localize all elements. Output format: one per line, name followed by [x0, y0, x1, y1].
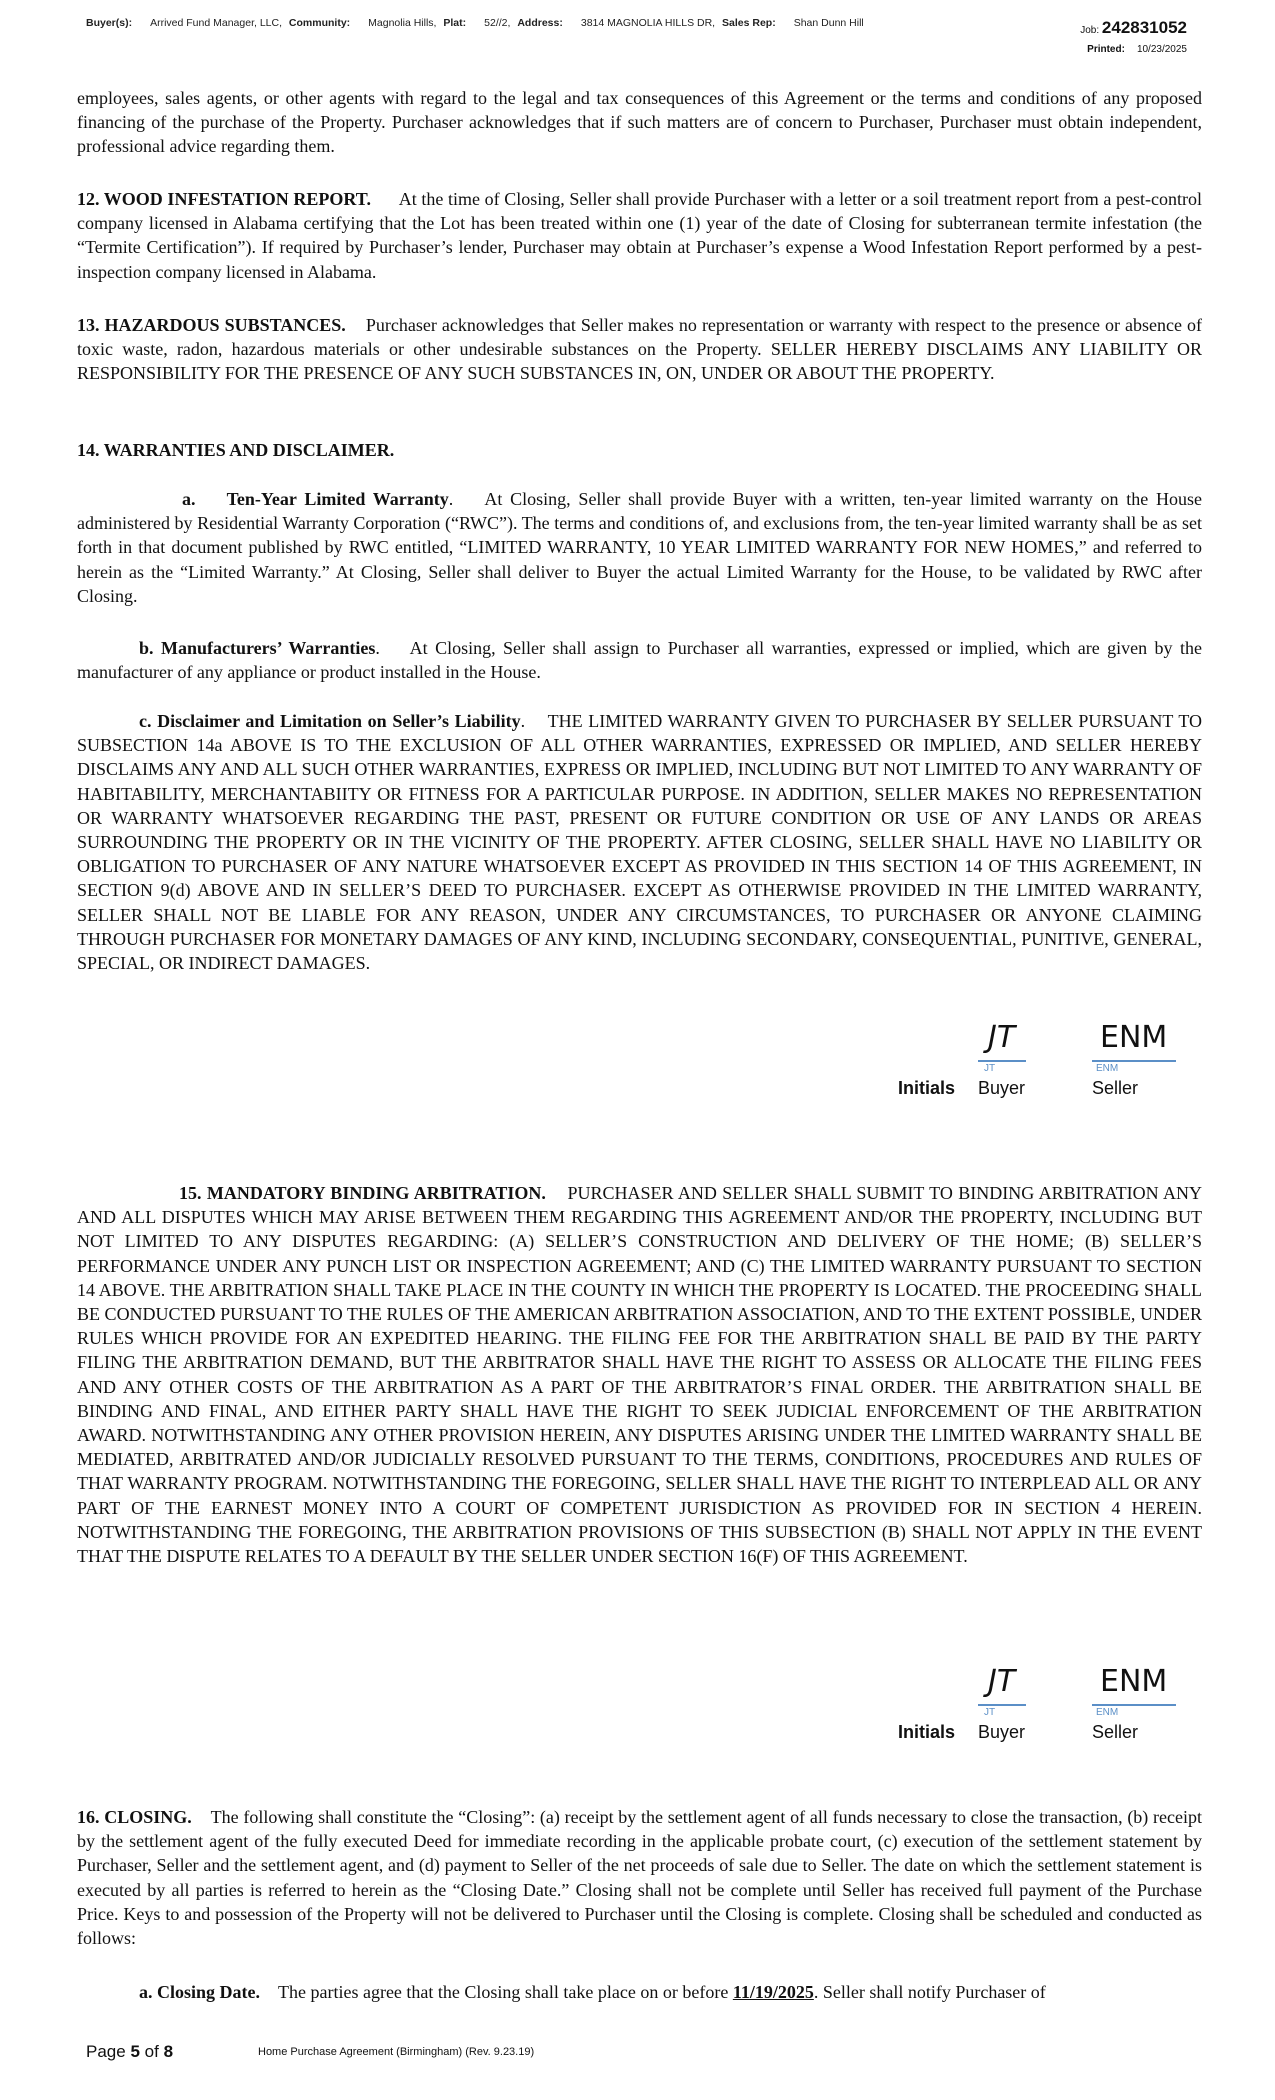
seller-label: Seller [1092, 1078, 1139, 1098]
printed-value: 10/23/2025 [1136, 44, 1187, 55]
buyer-initials-line [978, 1060, 1026, 1062]
sales-rep-label: Sales Rep: [722, 17, 776, 29]
section-14-title: 14. WARRANTIES AND DISCLAIMER. [77, 440, 395, 460]
buyer-initials-text: JT [984, 1063, 996, 1074]
header-info [86, 17, 868, 29]
intro-paragraph: employees, sales agents, or other agents with regard to the legal and tax consequences of this Agreement or the terms and conditions of any proposed financing of the purchase of the Property. Purchaser acknowledges that if such matters are of concern to Purchaser, Purchaser must obtain independent, professional advice regarding them. [77, 88, 1202, 157]
section-16a-title: a. Closing Date. [139, 1982, 260, 2002]
plat-value: 52//2, [484, 17, 511, 29]
community-value: Magnolia Hills, [368, 17, 437, 29]
seller-initials-line [1092, 1704, 1176, 1706]
buyer-initials-text: JT [984, 1707, 996, 1718]
initials-block-2 [0, 1664, 1275, 1742]
section-16a [77, 1980, 1202, 2004]
buyer-initials-line [978, 1704, 1026, 1706]
section-14c: c. Disclaimer and Limitation on Seller’s Liability. THE LIMITED WARRANTY GIVEN TO PURCHASER BY SELLER PURSUANT TO SUBSECTION 14a ABOVE IS TO THE EXCLUSION OF ALL OTHER WARRANTIES, EXPRESSED OR IMPLIED, AND SELLER HEREBY DISCLAIMS ANY AND ALL SUCH OTHER WARRANTIES, EXPRESS OR IMPLIED, INCLUDING BUT NOT LIMITED TO ANY WARRANTY OF HABITABILITY, MERCHANTABIITY OR FITNESS FOR A PARTICULAR PURPOSE. IN ADDITION, SELLER MAKES NO REPRESENTATION OR WARRANTY WHATSOEVER REGARDING THE PAST, PRESENT OR FUTURE CONDITION OR USE OF ANY LANDS OR AREAS SURROUNDING THE PROPERTY OR IN THE VICINITY OF THE PROPERTY. AFTER CLOSING, SELLER SHALL HAVE NO LIABILITY OR OBLIGATION TO PURCHASER OF ANY NATURE WHATSOEVER EXCEPT AS PROVIDED IN THIS SECTION 14 OF THIS AGREEMENT, IN SECTION 9(d) ABOVE AND IN SELLER’S DEED TO PURCHASER. EXCEPT AS OTHERWISE PROVIDED IN THE LIMITED WARRANTY, SELLER SHALL NOT BE LIABLE FOR ANY REASON, UNDER ANY CIRCUMSTANCES, TO PURCHASER OR ANYONE CLAIMING THROUGH PURCHASER FOR MONETARY DAMAGES OF ANY KIND, INCLUDING SECONDARY, CONSEQUENTIAL, PUNITIVE, GENERAL, SPECIAL, OR INDIRECT DAMAGES. [77, 711, 1203, 974]
section-14a: a. Ten-Year Limited Warranty. At Closing, Seller shall provide Buyer with a written, ten-year limited warranty on the House administered by Residential Warranty Corporation (“RWC”). The terms and conditions of, and exclusions from, the ten-year limited warranty shall be as set forth in that document published by RWC entitled, “LIMITED WARRANTY, 10 YEAR LIMITED WARRANTY FOR NEW HOMES,” and referred to herein as the “Limited Warranty.” At Closing, Seller shall deliver to Buyer the actual Limited Warranty for the House, to be validated by RWC after Closing. [77, 489, 1202, 606]
section-16-text: The following shall constitute the “Closing”: (a) receipt by the settlement agent of all funds necessary to close the transaction, (b) receipt by the settlement agent of the fully executed Deed for immediate recording in the applicable probate court, (c) execution of the settlement statement by Purchaser, Seller and the settlement agent, and (d) payment to Seller of the net proceeds of sale due to Seller. The date on which the settlement statement is executed by all parties is referred to herein as the “Closing Date.” Closing shall not be complete until Seller has received full payment of the Purchase Price. Keys to and possession of the Property will not be delivered to Purchaser until the Closing is complete. Closing shall be scheduled and conducted as follows: [77, 1807, 1202, 1949]
community-label: Community: [288, 17, 351, 29]
section-13-title: 13. HAZARDOUS SUBSTANCES. [77, 315, 346, 335]
seller-initials-line [1092, 1060, 1176, 1062]
section-12-title: 12. WOOD INFESTATION REPORT. [77, 189, 371, 209]
buyer-label: Buyer [978, 1078, 1026, 1098]
initials-label: Initials [898, 1078, 956, 1098]
seller-initials-text: ENM [1096, 1063, 1119, 1074]
section-14b-text: At Closing, Seller shall assign to Purchaser all warranties, expressed or implied, which are given by the manufacturer of any appliance or product installed in the House. [77, 638, 1202, 683]
seller-initials-text: ENM [1096, 1707, 1119, 1718]
page-of: of [144, 2042, 159, 2061]
closing-date: 11/19/2025 [732, 1982, 814, 2002]
buyer-initials-signature: JT [988, 1020, 1016, 1055]
job-label: Job: [1080, 25, 1100, 36]
document-title: Home Purchase Agreement (Birmingham) (Rev. 9.23.19) [258, 2046, 535, 2058]
section-16-title: 16. CLOSING. [77, 1807, 192, 1827]
section-15-title: 15. MANDATORY BINDING ARBITRATION. [179, 1183, 546, 1203]
printed-label: Printed: [1087, 44, 1125, 55]
section-16 [77, 1805, 1202, 1950]
seller-label: Seller [1092, 1722, 1139, 1742]
current-page: 5 [130, 2042, 140, 2061]
section-15 [77, 1181, 1202, 1568]
section-14b: b. Manufacturers’ Warranties. At Closing, Seller shall assign to Purchaser all warranties, expressed or implied, which are given by the manufacturer of any appliance or product installed in the House. [77, 638, 1202, 683]
section-14c-text: THE LIMITED WARRANTY GIVEN TO PURCHASER BY SELLER PURSUANT TO SUBSECTION 14a ABOVE IS TO THE EXCLUSION OF ALL OTHER WARRANTIES, EXPRESSED OR IMPLIED, AND SELLER HEREBY DISCLAIMS ANY AND ALL SUCH OTHER WARRANTIES, EXPRESS OR IMPLIED, INCLUDING BUT NOT LIMITED TO ANY WARRANTY OF HABITABILITY, MERCHANTABIITY OR FITNESS FOR A PARTICULAR PURPOSE. IN ADDITION, SELLER MAKES NO REPRESENTATION OR WARRANTY WHATSOEVER REGARDING THE PAST, PRESENT OR FUTURE CONDITION OR USE OF ANY LANDS OR AREAS SURROUNDING THE PROPERTY OR IN THE VICINITY OF THE PROPERTY. AFTER CLOSING, SELLER SHALL HAVE NO LIABILITY OR OBLIGATION TO PURCHASER OF ANY NATURE WHATSOEVER EXCEPT AS PROVIDED IN THIS SECTION 14 OF THIS AGREEMENT, IN SECTION 9(d) ABOVE AND IN SELLER’S DEED TO PURCHASER. EXCEPT AS OTHERWISE PROVIDED IN THE LIMITED WARRANTY, SELLER SHALL NOT BE LIABLE FOR ANY REASON, UNDER ANY CIRCUMSTANCES, TO PURCHASER OR ANYONE CLAIMING THROUGH PURCHASER FOR MONETARY DAMAGES OF ANY KIND, INCLUDING SECONDARY, CONSEQUENTIAL, PUNITIVE, GENERAL, SPECIAL, OR INDIRECT DAMAGES. [77, 711, 1203, 974]
buyer-value: Arrived Fund Manager, LLC, [150, 17, 282, 29]
page-prefix: Page [86, 2042, 126, 2061]
section-14a-letter: a. [182, 489, 196, 509]
section-16a-text-after: . Seller shall notify Purchaser of [813, 1982, 1046, 2002]
initials-label: Initials [898, 1722, 956, 1742]
address-value: 3814 MAGNOLIA HILLS DR, [580, 17, 716, 29]
seller-initials-signature: ENM [1100, 1020, 1168, 1055]
section-12-text: At the time of Closing, Seller shall provide Purchaser with a letter or a soil treatment report from a pest-control company licensed in Alabama certifying that the Lot has been treated within one (1) year of the date of Closing for subterranean termite infestation (the “Termite Certification”). If required by Purchaser’s lender, Purchaser may obtain at Purchaser’s expense a Wood Infestation Report performed by a pest-inspection company licensed in Alabama. [77, 189, 1203, 282]
sales-rep-value: Shan Dunn Hill [793, 17, 864, 29]
initials-block-1 [0, 1020, 1275, 1098]
page-number [86, 2042, 173, 2062]
buyer-label: Buyer [978, 1722, 1026, 1742]
section-15-text: PURCHASER AND SELLER SHALL SUBMIT TO BINDING ARBITRATION ANY AND ALL DISPUTES WHICH MAY ARISE BETWEEN THEM REGARDING THIS AGREEMENT AND/OR THE PROPERTY, INCLUDING BUT NOT LIMITED TO ANY DISPUTES REGARDING: (A) SELLER’S CONSTRUCTION AND DELIVERY OF THE HOME; (B) SELLER’S PERFORMANCE UNDER ANY PUNCH LIST OR INSPECTION AGREEMENT; AND (C) THE LIMITED WARRANTY PURSUANT TO SECTION 14 ABOVE. THE ARBITRATION SHALL TAKE PLACE IN THE COUNTY IN WHICH THE PROPERTY IS LOCATED. THE PROCEEDING SHALL BE CONDUCTED PURSUANT TO THE RULES OF THE AMERICAN ARBITRATION ASSOCIATION, AND TO THE EXTENT POSSIBLE, UNDER RULES WHICH PROVIDE FOR AN EXPEDITED HEARING. THE FILING FEE FOR THE ARBITRATION SHALL BE PAID BY THE PARTY FILING THE ARBITRATION DEMAND, BUT THE ARBITRATOR SHALL HAVE THE RIGHT TO ASSESS OR ALLOCATE THE FILING FEES AND ANY OTHER COSTS OF THE ARBITRATION AS A PART OF THE ARBITRATOR’S FINAL ORDER. THE ARBITRATION SHALL BE BINDING AND FINAL, AND EITHER PARTY SHALL HAVE THE RIGHT TO SEEK JUDICIAL ENFORCEMENT OF THE ARBITRATION AWARD. NOTWITHSTANDING ANY OTHER PROVISION HEREIN, ANY DISPUTES ARISING UNDER THE LIMITED WARRANTY SHALL BE MEDIATED, ARBITRATED AND/OR JUDICIALLY RESOLVED PURSUANT TO THE TERMS, CONDITIONS, PROCEDURES AND RULES OF THAT WARRANTY PROGRAM. NOTWITHSTANDING THE FOREGOING, SELLER SHALL HAVE THE RIGHT TO INTERPLEAD ALL OR ANY PART OF THE EARNEST MONEY INTO A COURT OF COMPETENT JURISDICTION AS PROVIDED FOR IN SECTION 4 HEREIN. NOTWITHSTANDING THE FOREGOING, THE ARBITRATION PROVISIONS OF THIS SUBSECTION (B) SHALL NOT APPLY IN THE EVENT THAT THE DISPUTE RELATES TO A DEFAULT BY THE SELLER UNDER SECTION 16(F) OF THIS AGREEMENT. [77, 1183, 1202, 1567]
address-label: Address: [517, 17, 563, 29]
job-value: 242831052 [1101, 18, 1187, 37]
buyer-label: Buyer(s): [86, 17, 133, 29]
section-12 [77, 187, 1202, 284]
section-13 [77, 313, 1202, 386]
seller-initials-signature: ENM [1100, 1664, 1168, 1699]
section-14b-title: b. Manufacturers’ Warranties [139, 638, 376, 658]
buyer-initials-signature: JT [988, 1664, 1016, 1699]
job-number [1080, 18, 1187, 38]
printed-date [1087, 44, 1187, 55]
section-14a-title: Ten-Year Limited Warranty [226, 489, 449, 509]
plat-label: Plat: [443, 17, 467, 29]
section-14c-title: c. Disclaimer and Limitation on Seller’s Liability [139, 711, 521, 731]
total-pages: 8 [163, 2042, 174, 2061]
section-16a-text: The parties agree that the Closing shall take place on or before [278, 1982, 729, 2002]
section-14a-text: At Closing, Seller shall provide Buyer with a written, ten-year limited warranty on the House administered by Residential Warranty Corporation (“RWC”). The terms and conditions of, and exclusions from, the ten-year limited warranty shall be as set forth in that document published by RWC entitled, “LIMITED WARRANTY, 10 YEAR LIMITED WARRANTY FOR NEW HOMES,” and referred to herein as the “Limited Warranty.” At Closing, Seller shall deliver to Buyer the actual Limited Warranty for the House, to be validated by RWC after Closing. [77, 489, 1202, 606]
section-13-text: Purchaser acknowledges that Seller makes no representation or warranty with respect to the presence or absence of toxic waste, radon, hazardous materials or other undesirable substances on the Property. SELLER HEREBY DISCLAIMS ANY LIABILITY OR RESPONSIBILITY FOR THE PRESENCE OF ANY SUCH SUBSTANCES IN, ON, UNDER OR ABOUT THE PROPERTY. [77, 315, 1202, 384]
section-14 [77, 438, 1202, 462]
